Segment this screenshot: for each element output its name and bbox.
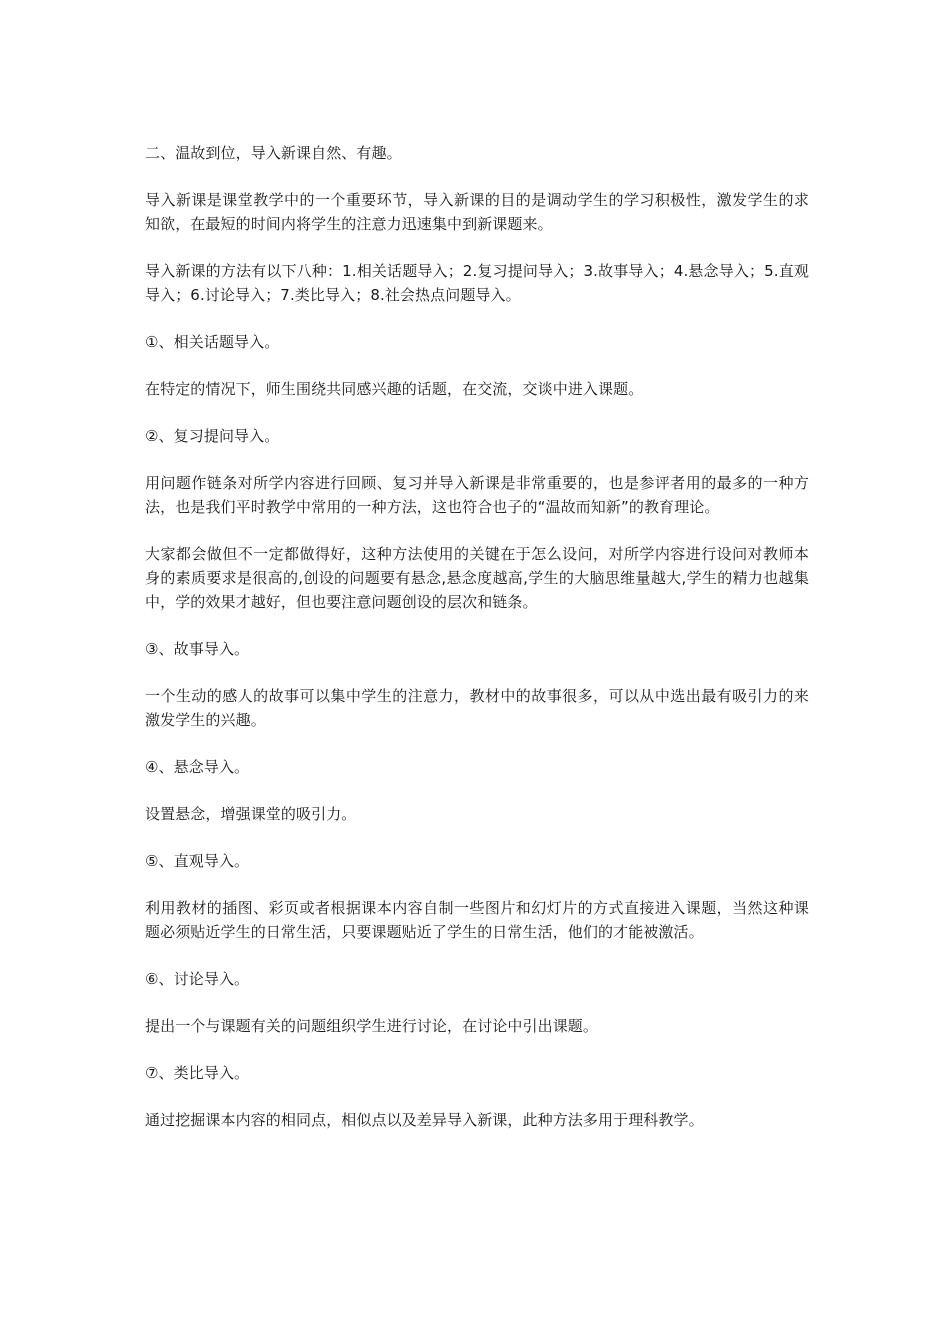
paragraph: 提出一个与课题有关的问题组织学生进行讨论，在讨论中引出课题。 [145, 1017, 599, 1035]
subsection-heading: ②、复习提问导入。 [145, 427, 280, 445]
paragraph: 用问题作链条对所学内容进行回顾、复习并导入新课是非常重要的，也是参评者用的最多的一种方法，也是我们平时教学中常用的一种方法，这也符合也子的“温故而知新”的教育理论。 [145, 474, 809, 516]
paragraph: 利用教材的插图、彩页或者根据课本内容自制一些图片和幻灯片的方式直接进入课题，当然这种课题必须贴近学生的日常生活，只要课题贴近了学生的日常生活，他们的才能被激活。 [145, 899, 809, 941]
paragraph: 通过挖掘课本内容的相同点，相似点以及差异导入新课，此种方法多用于理科教学。 [145, 1111, 704, 1129]
paragraph: 一个生动的感人的故事可以集中学生的注意力，教材中的故事很多，可以从中选出最有吸引力的来激发学生的兴趣。 [145, 687, 809, 729]
subsection-heading: ⑦、类比导入。 [145, 1064, 250, 1082]
subsection-heading: ①、相关话题导入。 [145, 333, 280, 351]
subsection-heading: ④、悬念导入。 [145, 758, 250, 776]
paragraph: 导入新课的方法有以下八种：1.相关话题导入；2.复习提问导入；3.故事导入；4.悬念导入；5.直观导入；6.讨论导入；7.类比导入；8.社会热点问题导入。 [145, 262, 809, 304]
paragraph: 大家都会做但不一定都做得好，这种方法使用的关键在于怎么设问，对所学内容进行设问对教师本身的素质要求是很高的,创设的问题要有悬念,悬念度越高,学生的大脑思维量越大,学生的精力也越集中，学的效果才越好，但也要注意问题创设的层次和链条。 [145, 545, 809, 611]
subsection-heading: ⑥、讨论导入。 [145, 970, 250, 988]
section-heading: 二、温故到位，导入新课自然、有趣。 [145, 144, 402, 162]
paragraph: 设置悬念，增强课堂的吸引力。 [145, 805, 357, 823]
paragraph: 在特定的情况下，师生围绕共同感兴趣的话题，在交流，交谈中进入课题。 [145, 380, 644, 398]
subsection-heading: ⑤、直观导入。 [145, 852, 250, 870]
paragraph: 导入新课是课堂教学中的一个重要环节，导入新课的目的是调动学生的学习积极性，激发学生的求知欲，在最短的时间内将学生的注意力迅速集中到新课题来。 [145, 191, 809, 233]
document-body [145, 141, 809, 1155]
subsection-heading: ③、故事导入。 [145, 640, 250, 658]
